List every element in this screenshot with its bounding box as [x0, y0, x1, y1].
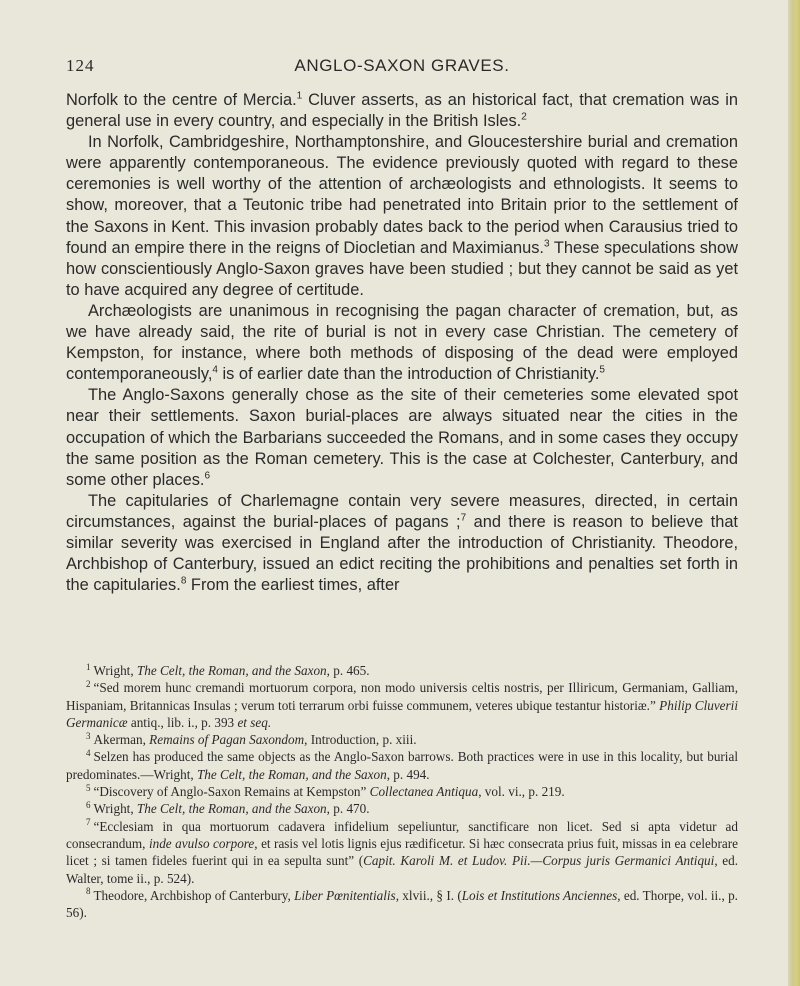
footnote: [66, 818, 738, 887]
text-run: , p. 494.: [386, 766, 430, 782]
footnote: [66, 748, 738, 783]
footnote-ref: 8: [180, 575, 187, 587]
footnote-number: 5: [86, 782, 91, 793]
paragraph-1: [66, 90, 738, 132]
footnote-number: 1: [86, 661, 91, 672]
footnote: [66, 783, 738, 800]
main-text: [66, 90, 738, 596]
footnote-number: 8: [86, 886, 91, 897]
footnote: [66, 731, 738, 748]
italic-title: The Celt, the Roman, and the Saxon: [136, 801, 327, 817]
text-run: , xlvii., § I. (: [395, 887, 462, 903]
text-run: Theodore, Archbishop of Canterbury,: [93, 887, 295, 903]
text-run: Akerman,: [93, 732, 150, 748]
footnote-number: 4: [86, 748, 91, 759]
footnote-number: 7: [86, 817, 91, 828]
italic-title: Collectanea Antiqua: [369, 784, 479, 800]
text-run: , ed. Walter, tome ii., p. 524).: [66, 853, 738, 886]
italic-title: Lois et Institutions Anciennes: [461, 887, 618, 903]
italic-title: The Celt, the Roman, and the Saxon: [136, 663, 327, 678]
italic-title: inde avulso corpore: [148, 835, 255, 851]
text-run: The capitularies of Charlemagne contain very severe measures, directed, in certain circumstances, against the burial-places of pagans ;: [66, 491, 738, 531]
text-run: is of earlier date than the introduction of Christianity.: [217, 365, 600, 384]
text-run: antiq., lib. i., p. 393: [127, 714, 238, 730]
footnote-ref: 4: [212, 364, 218, 376]
footnote-ref: 7: [460, 512, 467, 524]
text-run: Selzen has produced the same objects as the Anglo-Saxon barrows. Both practices were in use in this locality, but burial predominates.—Wright,: [66, 749, 738, 782]
text-run: , Introduction, p. xiii.: [304, 732, 417, 748]
text-run: In Norfolk, Cambridgeshire, Northamptonshire, and Gloucestershire burial and cremation were apparently contemporaneous. The evidence previously quoted with regard to these ceremonies is well worthy of the attention of archæologists and ethnologists. It seems to show, moreover, that a Teutonic tribe had penetrated into Britain prior to the settlement of the Saxons in Kent. This invasion probably dates back to the period when Carausius tried to found an empire there in the reigns of Diocletian and Maximianus.: [66, 133, 738, 257]
text-run: These speculations show how conscientiously Anglo-Saxon graves have been studied ; but they cannot be said as yet to have acquired any degree of certitude.: [66, 238, 738, 299]
text-run: “Ecclesiam in qua mortuorum cadavera infidelium sepeliuntur, sanctificare non licet. Sed si apta videtur ad consecrandum,: [66, 818, 738, 851]
text-run: and there is reason to believe that similar severity was exercised in England after the introduction of Christianity. Theodore, Archbishop of Canterbury, issued an edict reciting the prohibitions and penalties set forth in the capitularies.: [66, 512, 738, 595]
italic-title: Capit. Karoli M. et Ludov. Pii.—Corpus juris Germanici Antiqui: [363, 853, 715, 869]
page-edge: [788, 0, 800, 986]
page-header: [66, 56, 738, 78]
text-run: “Discovery of Anglo-Saxon Remains at Kempston”: [93, 784, 370, 800]
text-run: , p. 470.: [326, 801, 370, 817]
footnote-number: 6: [86, 799, 91, 810]
italic-title: Philip Cluverii Germanicæ: [66, 697, 738, 730]
footnote: [66, 679, 738, 731]
footnote-ref: 5: [599, 364, 605, 376]
paragraph-4: [66, 385, 738, 490]
text-run: , et rasis vel lotis lignis ejus rædificetur. Si hæc consecrata prius fuit, missas in ea celebrare licet ; si tamen fideles fuerint qui in ea sepulta sunt” (: [66, 835, 738, 869]
italic-title: et seq.: [237, 714, 272, 730]
text-run: Cluver asserts, as an historical fact, that cremation was in general use in every country, and especially in the British Isles.: [66, 91, 738, 131]
text-run: Wright,: [93, 801, 137, 817]
text-run: , vol. vi., p. 219.: [478, 784, 565, 800]
text-run: , ed. Thorpe, vol. ii., p. 56).: [66, 887, 738, 921]
footnote: [66, 662, 738, 679]
running-title: ANGLO-SAXON GRAVES.: [294, 56, 510, 75]
footnote-ref: 2: [521, 111, 527, 123]
footnote-ref: 6: [204, 470, 211, 482]
italic-title: Liber Pœnitentialis: [294, 887, 396, 903]
text-run: Norfolk to the centre of Mercia.: [66, 91, 297, 109]
paragraph-2: [66, 132, 738, 301]
footnote-number: 3: [86, 730, 91, 741]
paragraph-5: [66, 491, 738, 596]
footnote: [66, 887, 738, 922]
text-run: “Sed morem hunc cremandi mortuorum corpora, non modo universis celtis nostris, per Illiricum, Germaniam, Galliam, Hispaniam, Britannicas Insulas ; verum toti terrarum orbi fuisse communem, veteres ubique testantur historiæ.”: [66, 680, 738, 713]
text-run: Wright,: [93, 663, 137, 678]
text-run: , p. 465.: [326, 663, 370, 678]
footnote-ref: 3: [543, 238, 550, 250]
paragraph-3: [66, 301, 738, 385]
page-number: 124: [66, 56, 95, 75]
footnote-ref: 1: [296, 90, 303, 102]
text-run: Archæologists are unanimous in recognising the pagan character of cremation, but, as we have already said, the rite of burial is not in every case Christian. The cemetery of Kempston, for instance, where both methods of disposing of the dead were employed contemporaneously,: [66, 301, 738, 384]
italic-title: Remains of Pagan Saxondom: [149, 732, 305, 748]
footnote-number: 2: [86, 678, 91, 689]
text-run: The Anglo-Saxons generally chose as the site of their cemeteries some elevated spot near their settlements. Saxon burial-places are always situated near the cities in the occupation of which the Barbarians succeeded the Romans, and in some cases they occupy the same position as the Roman cemetery. This is the case at Colchester, Canterbury, and some other places.: [66, 386, 738, 489]
footnotes: [66, 662, 738, 921]
footnote: [66, 800, 738, 817]
text-run: From the earliest times, after: [186, 576, 400, 595]
italic-title: The Celt, the Roman, and the Saxon: [196, 766, 387, 782]
